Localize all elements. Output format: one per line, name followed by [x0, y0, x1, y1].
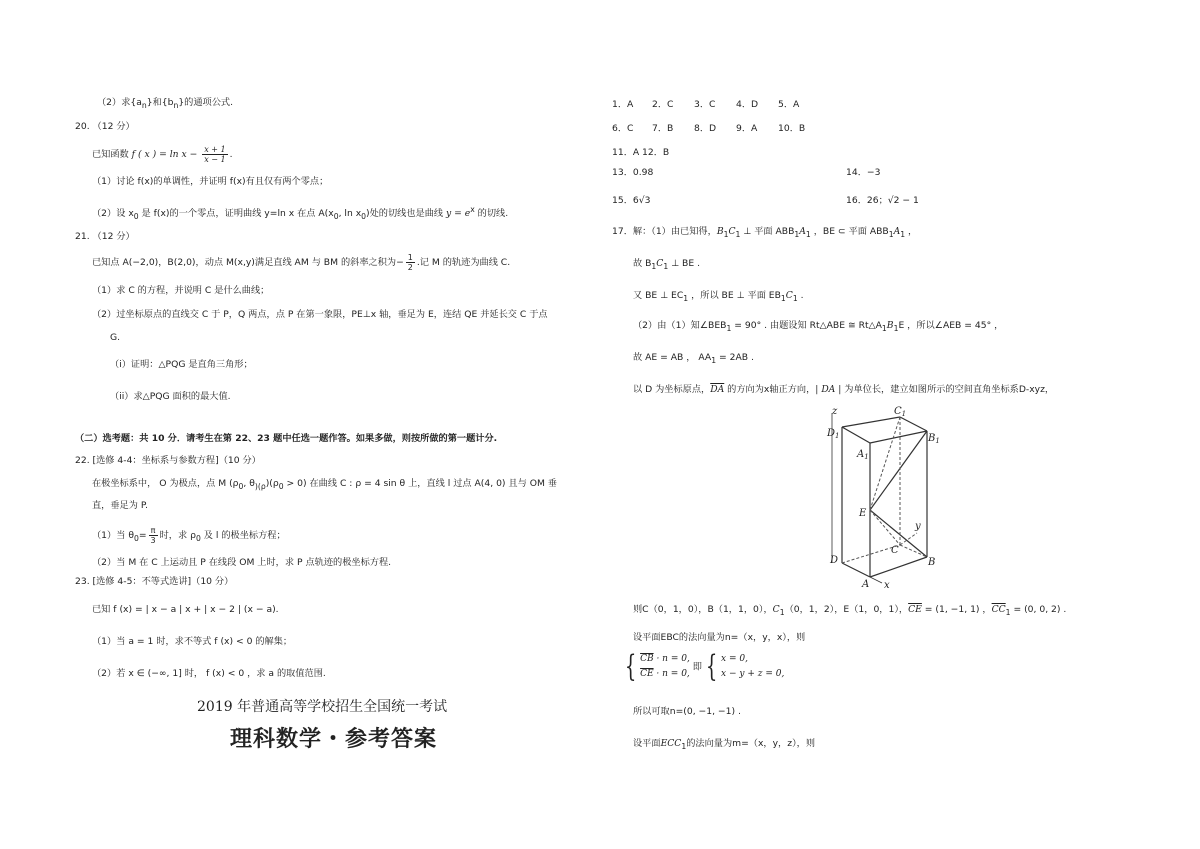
edge-ec: [870, 510, 900, 545]
edge-d1c1: [842, 417, 900, 427]
label-d: D: [830, 555, 839, 566]
q20-given: 已知函数 f ( x ) = ln x − $\frac{x + 1}{x - 1}$ .: [92, 145, 233, 164]
q17-coordinates: 则C（0，1，0），B（1，1，0），$C_1(0$，1，2），E（1，0，1），$\overline{CE} = (1$, −1, 1) ，$\overline{CC}_1 = (0$, 0, 2) .: [633, 604, 1067, 617]
answer-item: 12．B: [642, 147, 670, 158]
answer-13: 13．0.98: [612, 167, 654, 178]
label-c: C: [891, 545, 899, 556]
q20-function: f ( x ) = ln x −: [131, 149, 198, 160]
label-x: x: [884, 580, 890, 590]
answer-key-title: 理科数学・参考答案: [230, 726, 438, 752]
q21-part2-cont: G.: [110, 332, 121, 343]
q20-part2: （2）设 $x_0$ 是 f(x)的一个零点，证明曲线 y=ln x 在点 $A(x_0$, $\ln x_0$)处的切线也是曲线 $y = e^x$ 的切线.: [92, 205, 509, 221]
answer-item: 11．A: [612, 147, 640, 158]
answer-item: 2．C: [652, 99, 674, 110]
q17-step2: 故 $B_1C_1$ ⊥ BE .: [633, 258, 700, 271]
q22-part1: （1）当 $\theta_0=$ $\frac{\pi}{3}$ 时，求 $\rho_0$ 及 l 的极坐标方程；: [92, 526, 286, 545]
edge-d1a1: [842, 427, 870, 443]
answers-row-3: [612, 144, 684, 158]
answer-item: 6．C: [612, 123, 634, 134]
answer-item: 5．A: [778, 99, 800, 110]
section2-instruction: （二）选考题：共 10 分．请考生在第 22、23 题中任选一题作答。如果多做，则按所做的第一题计分.: [75, 433, 498, 444]
edge-c1b1: [900, 417, 927, 431]
q17-step1: 17．解：（1）由已知得，$B_1C_1$ ⊥ 平面 $ABB_1A_1$ ，BE ⊂ 平面 $ABB_1A_1$ ，: [612, 226, 918, 239]
label-a: A: [862, 579, 870, 590]
q17-take-n: 所以可取n=(0, −1, −1) .: [633, 706, 741, 717]
answer-16: 16．26；√2 − 1: [846, 195, 919, 206]
q21-part1: （1）求 C 的方程，并说明 C 是什么曲线；: [92, 285, 270, 296]
q17-step6: 以 D 为坐标原点，$\overline{DA}$ 的方向为x轴正方向，| DA | 为单位长，建立如图所示的空间直角坐标系D-xyz，: [633, 384, 1055, 395]
label-z: z: [832, 406, 838, 417]
q19-part2: （2）求$\{a_n\}$和$\{b_n\}$的通项公式.: [97, 97, 234, 110]
q23-heading: 23. [选修 4-5：不等式选讲]（10 分）: [75, 576, 234, 587]
label-a1: $A_1$: [857, 449, 869, 461]
exam-title: 2019 年普通高等学校招生全国统一考试: [197, 699, 448, 715]
edge-a1b1: [870, 431, 927, 443]
label-y: y: [915, 521, 921, 532]
prism-figure: [822, 405, 942, 590]
answer-item: 7．B: [652, 123, 674, 134]
q21-part2: （2）过坐标原点的直线交 C 于 P，Q 两点，点 P 在第一象限，PE⊥x 轴，垂足为 E，连结 QE 并延长交 C 于点: [92, 309, 548, 320]
label-b1: $B_1$: [928, 433, 940, 445]
label-c1: $C_1$: [894, 406, 907, 418]
q17-system: { $\overline{CB} \cdot n = 0$, $\overline{CE} \cdot n = 0$, 即 { x = 0, x − y + z = 0,: [624, 649, 785, 684]
q23-given: 已知 f (x) = | x − a | x + | x − 2 | (x − a).: [92, 604, 279, 615]
answers-row-1: [612, 96, 820, 110]
q17-step5: 故 AE = AB ， $AA_1 = 2AB$ .: [633, 352, 754, 365]
q21-heading: 21. （12 分）: [75, 231, 135, 242]
answer-item: 3．C: [694, 99, 716, 110]
q21-part-ii: （ii）求△PQG 面积的最大值.: [110, 391, 231, 402]
edge-ab: [870, 557, 927, 577]
label-e: E: [859, 508, 867, 519]
answer-item: 4．D: [736, 99, 759, 110]
axis-x: [870, 577, 882, 583]
answer-15: 15．6√3: [612, 195, 651, 206]
axis-y: [900, 533, 917, 545]
q22-part2: （2）当 M 在 C 上运动且 P 在线段 OM 上时，求 P 点轨迹的极坐标方程.: [92, 557, 392, 568]
edge-eb1: [870, 431, 927, 510]
q17-normal-n: 设平面EBC的法向量为n=（x，y，x），则: [633, 632, 806, 643]
answer-item: 10．B: [778, 123, 806, 134]
q21-given: 已知点 A(−2,0)，B(2,0)，动点 M(x,y)满足直线 AM 与 BM 的斜率之积为− $\frac{1}{2}$ .记 M 的轨迹为曲线 C.: [92, 253, 511, 272]
answers-row-2: [612, 120, 820, 134]
q17-step3: 又 BE ⊥ $EC_1$ ，所以 BE ⊥ 平面 $EB_1C_1$ .: [633, 290, 804, 303]
edge-da: [842, 563, 870, 577]
q23-part2: （2）若 x ∈ (−∞, 1] 时， f (x) < 0 ，求 a 的取值范围.: [92, 668, 326, 679]
q21-fraction: $\frac{1}{2}$: [407, 253, 413, 272]
q20-heading: 20. （12 分）: [75, 121, 135, 132]
q17-step4: （2）由（1）知$\angle BEB_1 = 90^\circ$ . 由题设知 Rt△ABE ≅ $Rt\triangle A_1B_1E$ ，所以∠AEB = 45° ，: [633, 320, 1004, 333]
q21-part-i: （i）证明：△PQG 是直角三角形；: [110, 359, 253, 370]
q22-given: 在极坐标系中， O 为极点，点 M ($\rho_0$, $\theta_{)(\rho})(\rho_0 > 0)$ 在曲线 C : ρ = 4 sin θ 上，直线 l 过点 A(4, 0) 且与 OM 垂: [92, 478, 557, 491]
answer-14: 14．−3: [846, 167, 881, 178]
q17-normal-m: 设平面$ECC_1$的法向量为m=（x，y，z），则: [633, 738, 816, 751]
q20-fraction: $\frac{x + 1}{x - 1}$: [204, 145, 226, 164]
answer-item: 8．D: [694, 123, 717, 134]
label-b: B: [928, 557, 936, 568]
edge-ec1: [870, 417, 900, 510]
label-d1: $D_1$: [827, 428, 840, 440]
q22-given-cont: 直，垂足为 P.: [92, 500, 148, 511]
right-column: [600, 0, 1200, 849]
answer-item: 9．A: [736, 123, 758, 134]
q23-part1: （1）当 a = 1 时，求不等式 f (x) < 0 的解集；: [92, 636, 293, 647]
q22-heading: 22. [选修 4-4：坐标系与参数方程]（10 分）: [75, 455, 261, 466]
edge-cb: [900, 545, 927, 557]
q20-part1: （1）讨论 f(x)的单调性，并证明 f(x)有且仅有两个零点；: [92, 176, 329, 187]
answer-item: 1．A: [612, 99, 634, 110]
